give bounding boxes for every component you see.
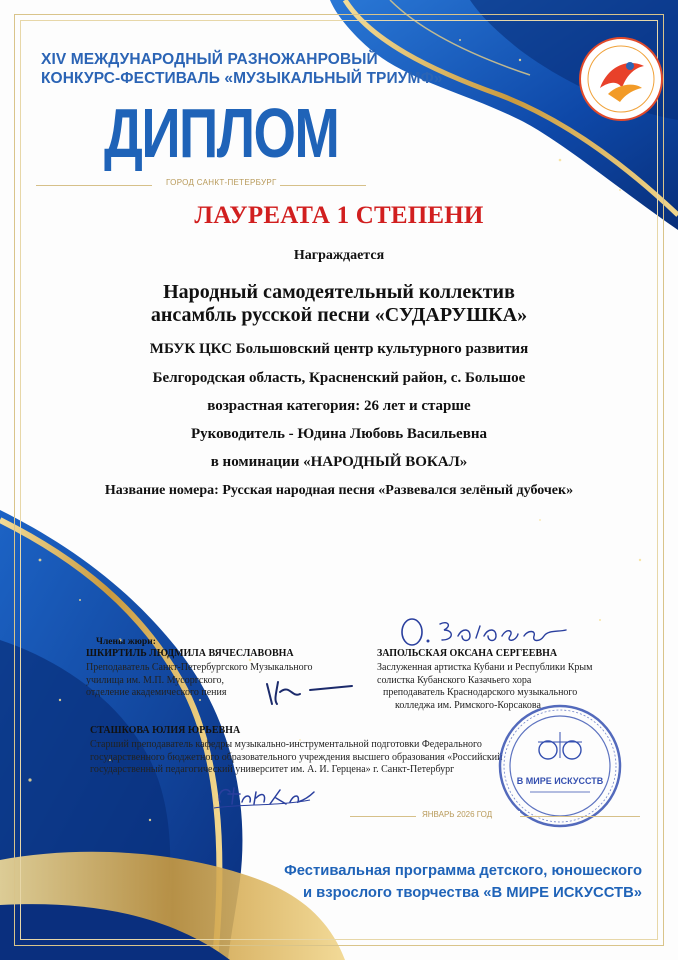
jury-member-3-line-3: государственный педагогический университет им. А. И. Герцена» г. Санкт-Петербург xyxy=(90,764,455,776)
awardee-name-line-2: ансамбль русской песни «СУДАРУШКА» xyxy=(150,304,528,326)
jury-member-2-line-4: колледжа им. Римского-Корсакова xyxy=(395,699,541,711)
contest-line-2: КОНКУРС-ФЕСТИВАЛЬ «МУЗЫКАЛЬНЫЙ ТРИУМФ» xyxy=(41,70,443,87)
jury-member-3-name: СТАШКОВА ЮЛИЯ ЮРЬЕВНА xyxy=(90,725,241,736)
organization: МБУК ЦКС Большовский центр культурного развития xyxy=(149,341,529,357)
jury-member-1-line-2: училища им. М.П. Мусоргского, xyxy=(86,674,224,686)
jury-member-2-name: ЗАПОЛЬСКАЯ ОКСАНА СЕРГЕЕВНА xyxy=(377,648,558,659)
jury-member-3-line-2: государственного бюджетного образовательного учреждения высшего образования «Российский xyxy=(90,751,503,763)
jury-member-3-line-1: Старший преподаватель кафедры музыкально-инструментальной подготовки Федерального xyxy=(90,739,482,750)
region: Белгородская область, Красненский район, с. Большое xyxy=(152,370,526,386)
leader: Руководитель - Юдина Любовь Васильевна xyxy=(191,426,487,442)
city-label: ГОРОД САНКТ-ПЕТЕРБУРГ xyxy=(166,178,277,187)
jury-member-1-line-3: отделение академического пения xyxy=(86,687,227,699)
date-label: ЯНВАРЬ 2026 ГОД xyxy=(422,810,493,819)
nomination: в номинации «НАРОДНЫЙ ВОКАЛ» xyxy=(210,454,468,470)
signature-3-icon xyxy=(210,778,320,812)
award-degree: ЛАУРЕАТА 1 СТЕПЕНИ xyxy=(194,202,484,229)
jury-member-1-line-1: Преподаватель Санкт-Петербургского Музыкального xyxy=(86,662,313,673)
age-category: возрастная категория: 26 лет и старше xyxy=(207,398,471,414)
awarded-label: Награждается xyxy=(293,248,385,263)
program-line-1: Фестивальная программа детского, юношеского xyxy=(284,863,642,879)
jury-member-2-line-2: солистка Кубанского Казачьего хора xyxy=(377,674,532,686)
program-title xyxy=(284,860,642,904)
jury-member-1-name: ШКИРТИЛЬ ЛЮДМИЛА ВЯЧЕСЛАВОВНА xyxy=(86,648,294,659)
song-title: Название номера: Русская народная песня «Развевался зелёный дубочек» xyxy=(104,483,574,498)
jury-title: Члены жюри: xyxy=(96,637,156,647)
contest-line-1: XIV МЕЖДУНАРОДНЫЙ РАЗНОЖАНРОВЫЙ xyxy=(41,51,378,68)
awardee-name-line-1: Народный самодеятельный коллектив xyxy=(163,281,515,303)
signature-2-icon xyxy=(398,614,573,650)
signature-1-icon xyxy=(262,676,357,710)
program-line-2: и взрослого творчества «В МИРЕ ИСКУССТВ» xyxy=(302,885,642,901)
jury-member-3-description xyxy=(90,739,502,777)
contest-title xyxy=(41,50,443,88)
jury-member-2-line-3: преподаватель Краснодарского музыкального xyxy=(383,687,578,699)
diploma-title: ДИПЛОМ xyxy=(104,94,339,172)
festival-logo xyxy=(578,36,664,122)
jury-member-2-line-1: Заслуженная артистка Кубани и Республики Крым xyxy=(377,662,593,673)
stamp-center-text: В МИРЕ ИСКУССТВ xyxy=(516,776,604,786)
